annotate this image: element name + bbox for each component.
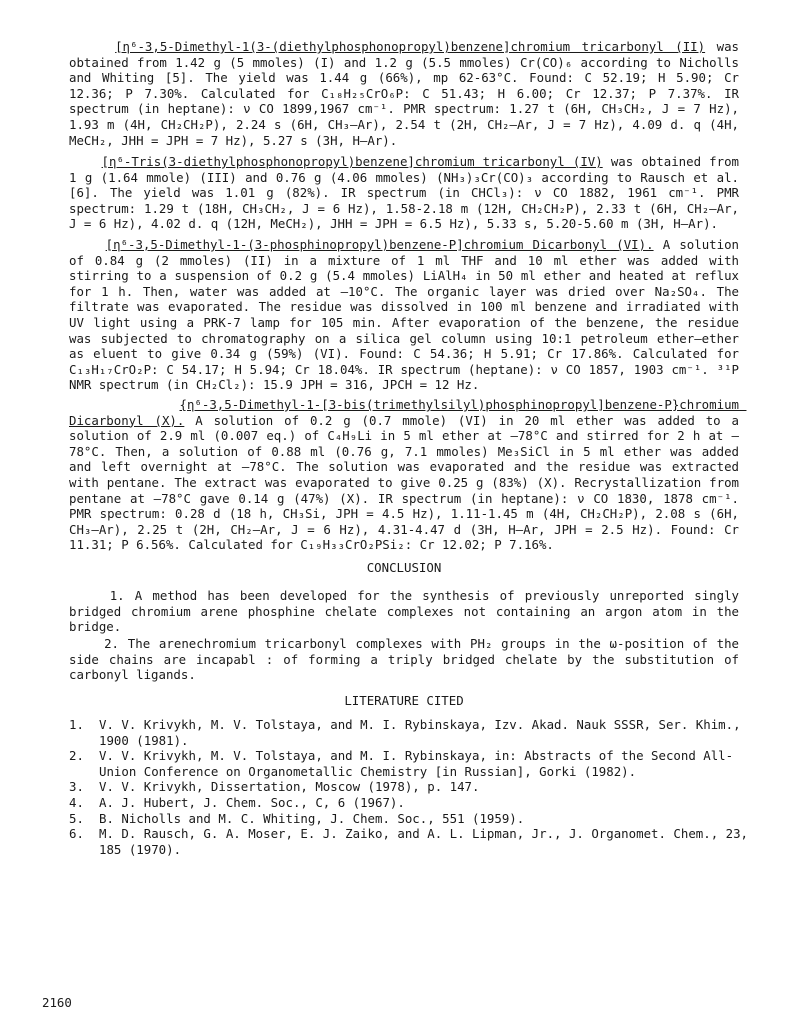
compound-title: [η⁶-3,5-Dimethyl-1-(3-phosphinopropyl)benzene-P]chromium Dicarbonyl (VI). [105,237,654,252]
paragraph-body: was obtained from 1.42 g (5 mmoles) (I) and 1.2 g (5.5 mmoles) Cr(CO)₆ according to Nicholls and Whiting [5]. The yield was 1.44 g (66%), mp 62-63°C. Found: C 52.19; H 5.90; Cr 12.36; P 7.30%. Calculated for C₁₈H₂₅CrO₆P: C 51.43; H 6.00; Cr 12.37; P 7.37%. IR spectrum (in heptane): ν CO 1899,1967 cm⁻¹. PMR spectrum: 1.27 t (6H, CH₃CH₂, J = 7 Hz), 1.93 m (4H, CH₂CH₂P), 2.24 s (6H, CH₃–Ar), 2.54 t (2H, CH₂–Ar, J = 7 Hz), 4.09 d. q (4H, MeCH₂, JHH = JPH = 7 Hz), 5.27 s (3H, H–Ar). [69,39,747,148]
reference-item: 5. B. Nicholls and M. C. Whiting, J. Chem. Soc., 551 (1959). [69,810,525,826]
reference-item: 1. V. V. Krivykh, M. V. Tolstaya, and M. I. Rybinskaya, Izv. Akad. Nauk SSSR, Ser. Khim., 1900 (1981). [69,717,749,748]
paragraph-body: was obtained from 1 g (1.64 mmole) (III) and 0.76 g (4.06 mmoles) (NH₃)₃Cr(CO)₃ according to Rausch et al. [6]. The yield was 1.01 g (82%). IR spectrum (in CHCl₃): ν CO 1882, 1961 cm⁻¹. PMR spectrum: 1.29 t (18H, CH₃CH₂, J = 6 Hz), 1.58-2.18 m (12H, CH₂CH₂P), 2.33 t (6H, CH₂–Ar, J = 6 Hz), 4.02 d. q (12H, MeCH₂), JHH = JPH = 6.5 Hz), 5.33 s, 5.20-5.60 m (3H, H–Ar). [69,154,747,232]
reference-item: 6. M. D. Rausch, G. A. Moser, E. J. Zaiko, and A. L. Lipman, Jr., J. Organomet. Chem., 23, 185 (1970). [69,826,756,857]
conclusion-item: 2. The arenechromium tricarbonyl complexes with PH₂ groups in the ω-position of the side chains are incapabl : of forming a triply bridged chelate by the substitution of carbonyl ligands. [69,636,747,683]
compound-title: [η⁶-Tris(3-diethylphosphonopropyl)benzene]chromium tricarbonyl (IV) [101,154,603,169]
compound-title: [η⁶-3,5-Dimethyl-1(3-(diethylphosphonopropyl)benzene]chromium tricarbonyl (II) [115,39,706,54]
paragraph-compound-x [69,397,747,553]
conclusion-heading: CONCLUSION [366,560,442,575]
literature-heading: LITERATURE CITED [344,693,464,708]
conclusion-item: 1. A method has been developed for the synthesis of previously unreported singly bridged chromium arene phosphine chelate complexes not containing an argon atom in the bridge. [69,588,747,635]
compound-title: {η⁶-3,5-Dimethyl-1-[3-bis(trimethylsilyl)phosphinopropyl]benzene-P}chromium Dicarbonyl (X). [69,397,747,428]
paragraph-compound-iv [69,154,747,232]
reference-item: 4. A. J. Hubert, J. Chem. Soc., C, 6 (1967). [69,794,405,810]
page-number: 2160 [42,995,72,1010]
paragraph-body: A solution of 0.2 g (0.7 mmole) (VI) in 20 ml ether was added to a solution of 2.9 ml (0.007 eq.) of C₄H₉Li in 5 ml ether at –78°C and stirred for 2 h at –78°C. Then, a solution of 0.88 ml (0.76 g, 7.1 mmoles) Me₃SiCl in 5 ml ether was added and left overnight at –78°C. The solution was evaporated and the residue was extracted with pentane. The extract was evaporated to give 0.25 g (83%) (X). Recrystallization from pentane at –78°C gave 0.14 g (47%) (X). IR spectrum (in heptane): ν CO 1830, 1878 cm⁻¹. PMR spectrum: 0.28 d (18 h, CH₃Si, JPH = 4.5 Hz), 1.11-1.45 m (4H, CH₂CH₂P), 2.08 s (6H, CH₃–Ar), 2.25 t (2H, CH₂–Ar, J = 6 Hz), 4.31-4.47 d (3H, H–Ar, JPH = 2.5 Hz). Found: Cr 11.31; P 6.56%. Calculated for C₁₉H₃₃CrO₂PSi₂: Cr 12.02; P 7.16%. [69,412,747,553]
paragraph-body: A solution of 0.84 g (2 mmoles) (II) in a mixture of 1 ml THF and 10 ml ether was added with stirring to a suspension of 0.2 g (5.4 mmoles) LiAlH₄ in 50 ml ether and heated at reflux for 1 h. Then, water was added at –10°C. The organic layer was dried over Na₂SO₄. The filtrate was evaporated. The residue was dissolved in 100 ml benzene and irradiated with UV light using a PRK-7 lamp for 105 min. After evaporation of the benzene, the residue was subjected to chromatography on a silica gel column using 10:1 petroleum ether–ether as eluent to give 0.34 g (59%) (VI). Found: C 54.36; H 5.91; Cr 17.86%. Calculated for C₁₃H₁₇CrO₂P: C 54.17; H 5.94; Cr 18.04%. IR spectrum (heptane): ν CO 1857, 1903 cm⁻¹. ³¹P NMR spectrum (in CH₂Cl₂): 15.9 JPH = 316, JPCH = 12 Hz. [69,237,747,393]
reference-item: 3. V. V. Krivykh, Dissertation, Moscow (1978), p. 147. [69,779,480,795]
reference-item: 2. V. V. Krivykh, M. V. Tolstaya, and M. I. Rybinskaya, in: Abstracts of the Second All-Union Conference on Organometallic Chemistry [in Russian], Gorki (1982). [69,748,734,779]
reference-list [69,717,756,857]
paragraph-compound-ii [69,39,747,148]
paragraph-compound-vi [69,237,747,393]
